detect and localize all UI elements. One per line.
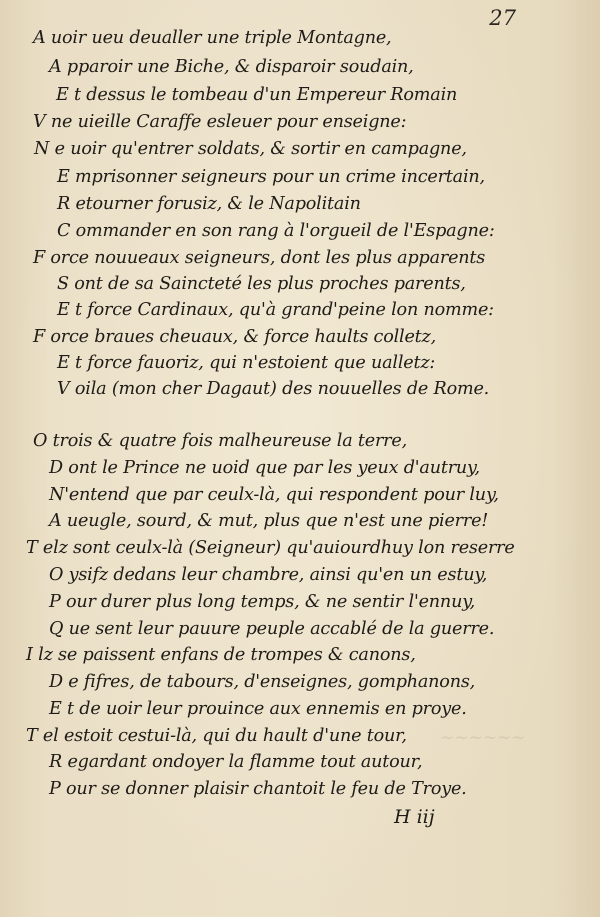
- verse-line: A pparoir une Biche, & disparoir soudain,: [49, 57, 414, 77]
- verse-line: D e fifres, de tabours, d'enseignes, gomphanons,: [49, 672, 476, 692]
- verse-line: O ysifz dedans leur chambre, ainsi qu'en un estuy,: [49, 565, 488, 585]
- verse-line: E t dessus le tombeau d'un Empereur Romain: [56, 85, 458, 105]
- verse-line: A uoir ueu deualler une triple Montagne,: [33, 28, 392, 48]
- show-through-smudge: ~~~~~~: [438, 728, 528, 748]
- verse-line: Q ue sent leur pauure peuple accablé de la guerre.: [49, 619, 495, 639]
- verse-line: E mprisonner seigneurs pour un crime incertain,: [57, 167, 485, 187]
- verse-line: F orce nouueaux seigneurs, dont les plus apparents: [33, 248, 486, 268]
- verse-line: P our durer plus long temps, & ne sentir l'ennuy,: [49, 592, 475, 612]
- verse-line: S ont de sa Saincteté les plus proches parents,: [57, 274, 466, 294]
- verse-line: F orce braues cheuaux, & force haults colletz,: [33, 327, 436, 347]
- verse-line: T elz sont ceulx-là (Seigneur) qu'auiourdhuy lon reserre: [26, 538, 515, 558]
- verse-line: N e uoir qu'entrer soldats, & sortir en campagne,: [34, 139, 467, 159]
- signature-mark: H iij: [394, 806, 435, 828]
- verse-line: D ont le Prince ne uoid que par les yeux d'autruy,: [49, 458, 480, 478]
- verse-line: E t force fauoriz, qui n'estoient que ualletz:: [57, 353, 436, 373]
- verse-line: R etourner forusiz, & le Napolitain: [57, 194, 361, 214]
- verse-line: E t force Cardinaux, qu'à grand'peine lon nomme:: [57, 300, 494, 320]
- verse-line: E t de uoir leur prouince aux ennemis en proye.: [49, 699, 467, 719]
- verse-line: V oila (mon cher Dagaut) des nouuelles de Rome.: [57, 379, 490, 399]
- verse-line: R egardant ondoyer la flamme tout autour,: [49, 752, 423, 772]
- verse-line: V ne uieille Caraffe esleuer pour enseigne:: [33, 112, 407, 132]
- verse-line: C ommander en son rang à l'orgueil de l'Espagne:: [57, 221, 495, 241]
- verse-line: P our se donner plaisir chantoit le feu de Troye.: [49, 779, 467, 799]
- verse-line: O trois & quatre fois malheureuse la terre,: [33, 431, 407, 451]
- verse-line: A ueugle, sourd, & mut, plus que n'est une pierre!: [49, 511, 489, 531]
- page-number: 27: [489, 6, 516, 30]
- verse-line: T el estoit cestui-là, qui du hault d'une tour,: [26, 726, 407, 746]
- verse-line: N'entend que par ceulx-là, qui respondent pour luy,: [49, 485, 499, 505]
- verse-line: I lz se paissent enfans de trompes & canons,: [26, 645, 416, 665]
